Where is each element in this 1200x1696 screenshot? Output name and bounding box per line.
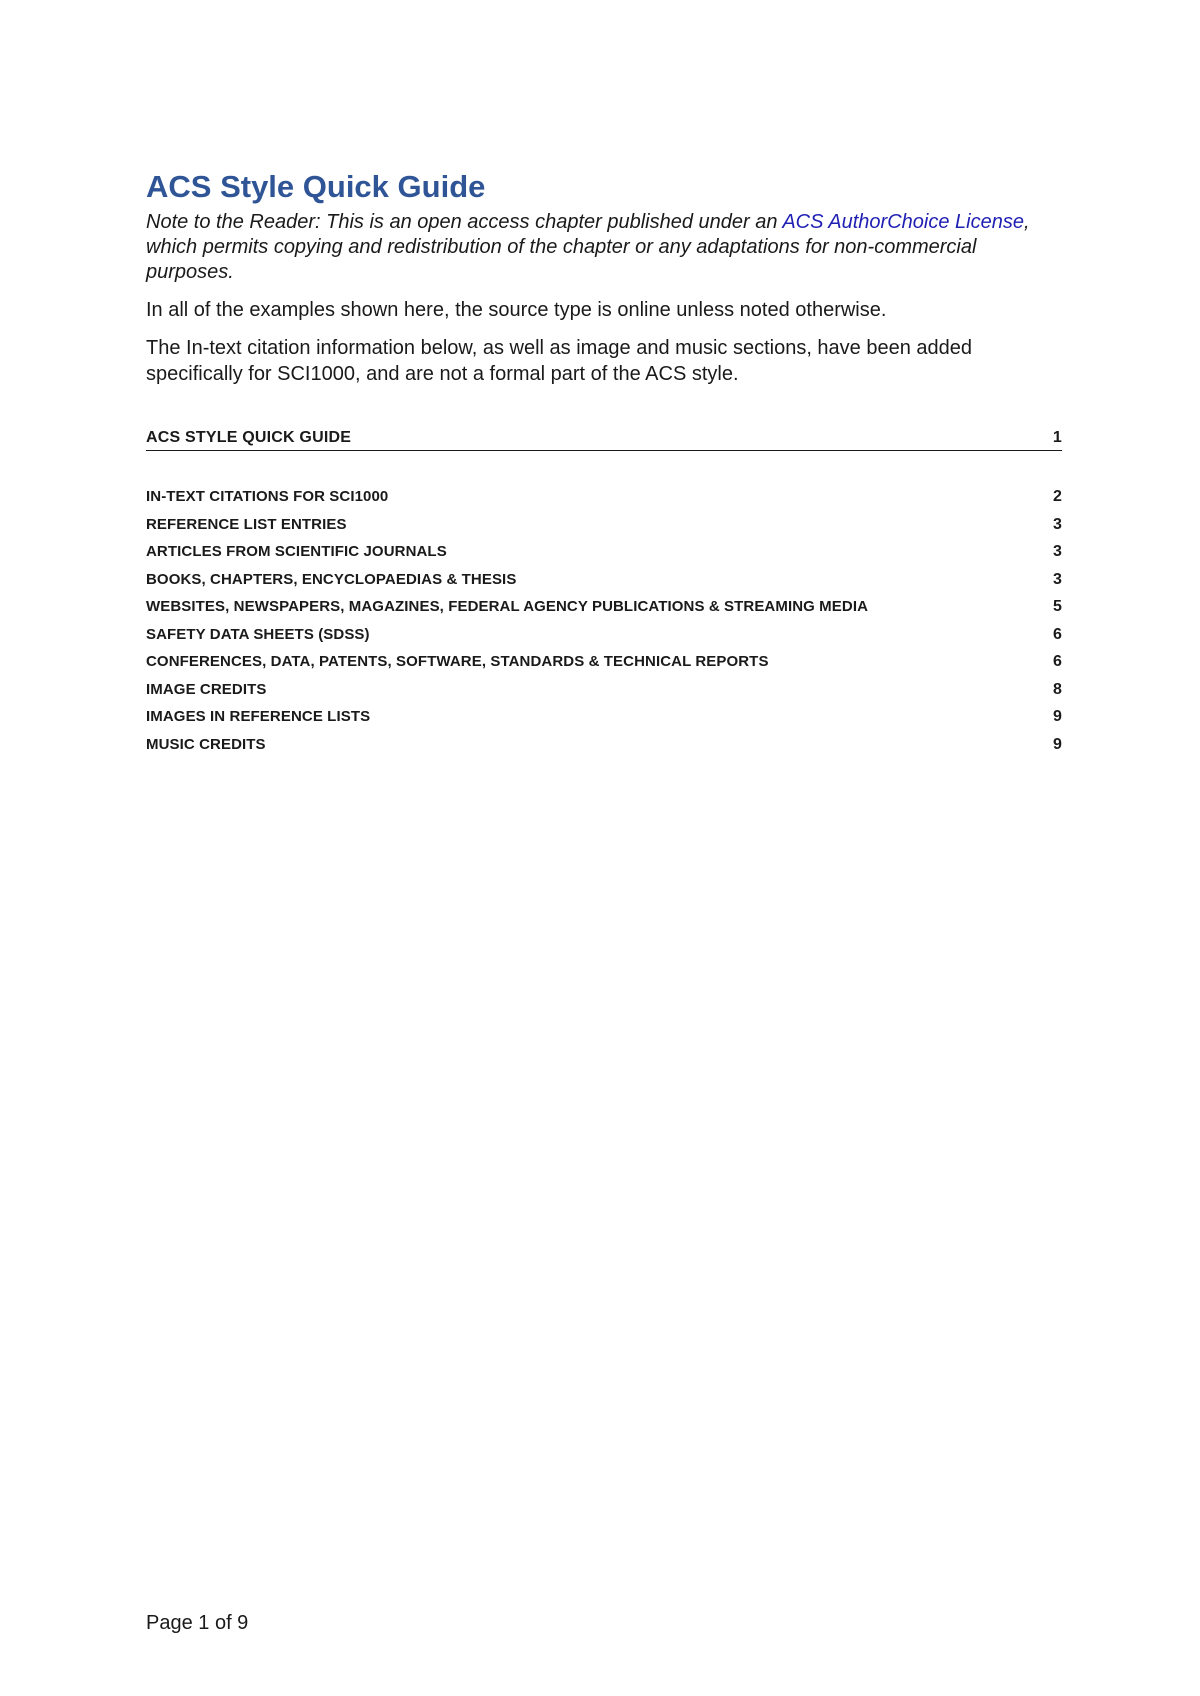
toc-entry-page: 3 <box>1053 570 1062 588</box>
toc-entry-page: 6 <box>1053 653 1062 670</box>
toc-main-entry[interactable] <box>146 427 1062 451</box>
toc-entry[interactable] <box>146 511 1062 539</box>
toc-entry[interactable] <box>146 676 1062 704</box>
reader-note <box>146 210 1062 285</box>
toc-entry-label: IN-TEXT CITATIONS FOR SCI1000 <box>146 488 389 505</box>
toc-entry-page: 6 <box>1053 625 1062 643</box>
toc-entry-label: BOOKS, CHAPTERS, ENCYCLOPAEDIAS & THESIS <box>146 570 517 588</box>
source-type-paragraph: In all of the examples shown here, the source type is online unless noted otherwise. <box>146 299 887 321</box>
reader-note-suffix: , which permits copying and redistribution of the chapter or any adaptations for non-commercial purposes. <box>146 211 1030 283</box>
in-text-citation-paragraph: The In-text citation information below, as well as image and music sections, have been added specifically for SCI1000, and are not a formal part of the ACS style. <box>146 337 973 385</box>
table-of-contents <box>146 427 1062 758</box>
toc-entry[interactable] <box>146 566 1062 594</box>
toc-entry-label: IMAGES IN REFERENCE LISTS <box>146 708 371 725</box>
toc-entry-label: ARTICLES FROM SCIENTIFIC JOURNALS <box>146 543 447 560</box>
toc-entry[interactable] <box>146 483 1062 511</box>
toc-entry-page: 9 <box>1053 708 1062 725</box>
license-link[interactable]: ACS AuthorChoice License <box>782 211 1024 233</box>
page-footer: Page 1 of 9 <box>146 1612 249 1634</box>
toc-entry-page: 9 <box>1053 735 1062 753</box>
toc-entry-label: CONFERENCES, DATA, PATENTS, SOFTWARE, STANDARDS & TECHNICAL REPORTS <box>146 653 769 670</box>
toc-entry-page: 2 <box>1053 488 1062 505</box>
toc-entry-label: MUSIC CREDITS <box>146 735 266 753</box>
reader-note-prefix: Note to the Reader: This is an open access chapter published under an <box>146 211 783 233</box>
toc-list <box>146 483 1062 758</box>
toc-entry[interactable] <box>146 703 1062 731</box>
toc-entry-label: IMAGE CREDITS <box>146 680 267 698</box>
toc-entry-label: REFERENCE LIST ENTRIES <box>146 515 347 533</box>
toc-entry[interactable] <box>146 648 1062 676</box>
toc-entry-page: 3 <box>1053 543 1062 560</box>
toc-entry-page: 8 <box>1053 680 1062 698</box>
toc-entry-label: WEBSITES, NEWSPAPERS, MAGAZINES, FEDERAL AGENCY PUBLICATIONS & STREAMING MEDIA <box>146 598 869 615</box>
toc-entry-label: SAFETY DATA SHEETS (SDSS) <box>146 625 370 643</box>
document-title: ACS Style Quick Guide <box>146 169 486 204</box>
toc-entry[interactable] <box>146 538 1062 566</box>
toc-entry[interactable] <box>146 621 1062 649</box>
document-page <box>146 168 1062 758</box>
toc-entry[interactable] <box>146 593 1062 621</box>
toc-main-label: ACS STYLE QUICK GUIDE <box>146 429 352 446</box>
toc-entry-page: 3 <box>1053 515 1062 533</box>
toc-entry-page: 5 <box>1053 598 1062 615</box>
toc-main-page: 1 <box>1052 429 1062 446</box>
toc-entry[interactable] <box>146 731 1062 759</box>
